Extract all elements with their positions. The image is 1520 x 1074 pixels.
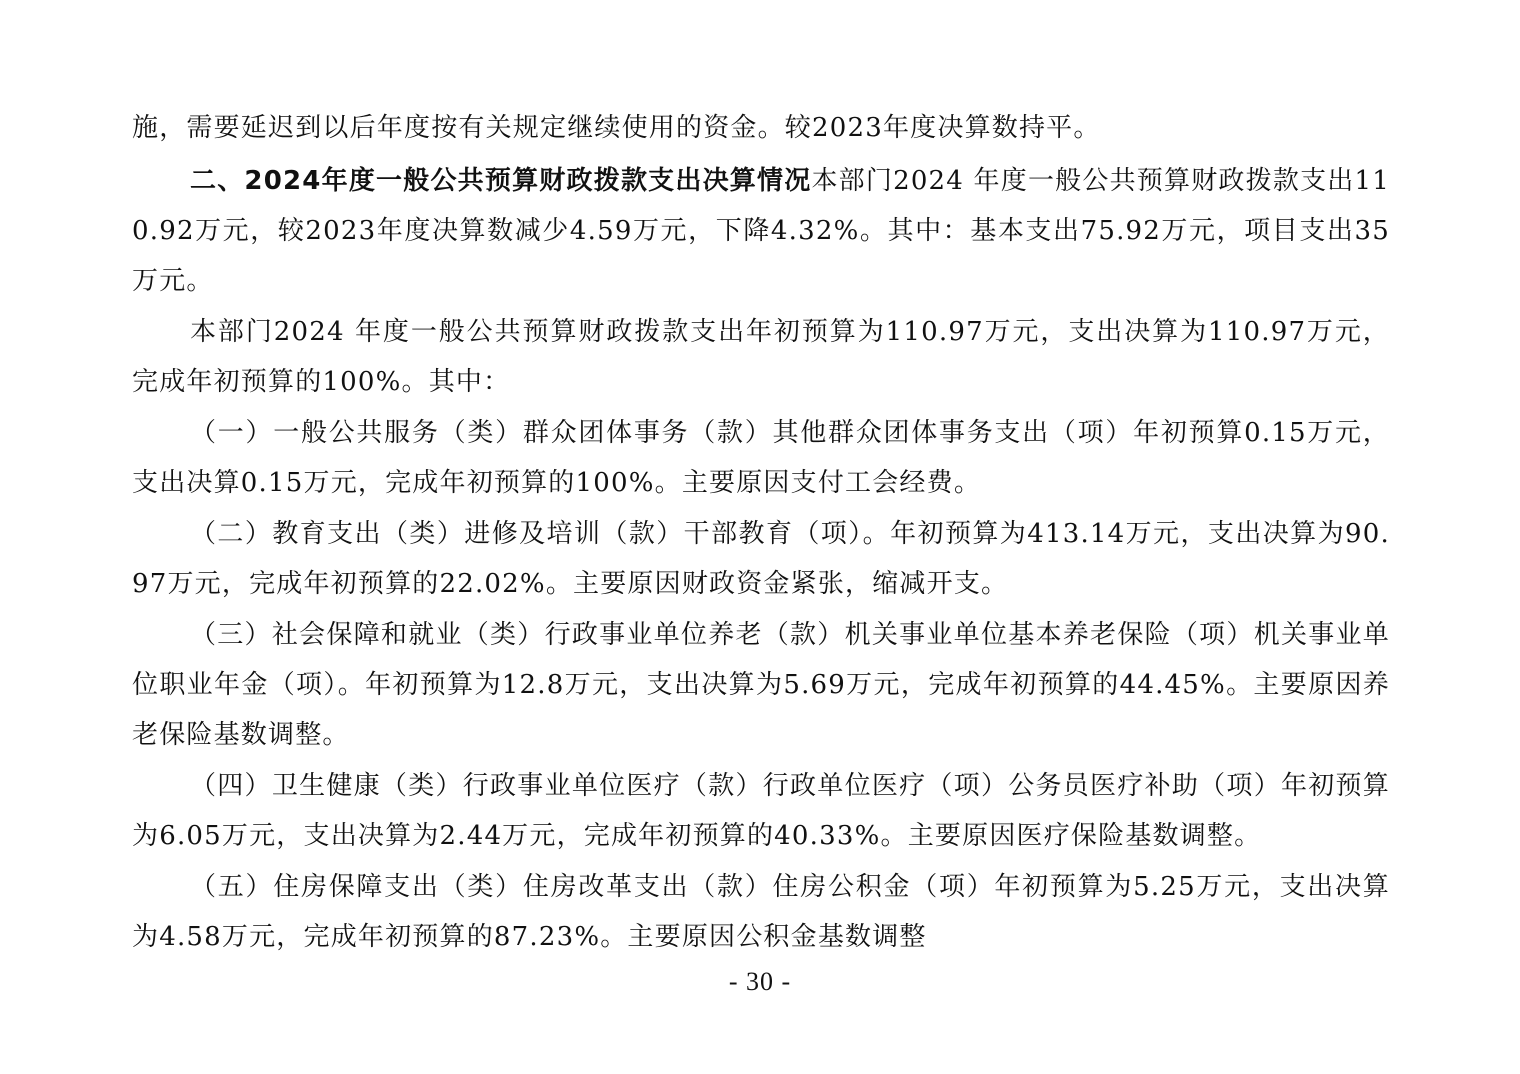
paragraph-item-one [132,408,1390,508]
paragraph-section-two [132,156,1390,306]
paragraph-text: （五）住房保障支出（类）住房改革支出（款）住房公积金（项）年初预算为5.25万元，支出决算为4.58万元，完成年初预算的87.23%。主要原因公积金基数调整 [132,872,1390,952]
paragraph-text: 本部门2024 年度一般公共预算财政拨款支出110.92万元，较2023年度决算数减少4.59万元，下降4.32%。其中：基本支出75.92万元，项目支出35万元。 [132,166,1390,296]
paragraph-item-three [132,610,1390,760]
page-number: - 30 - [728,967,792,996]
paragraph-text: （四）卫生健康（类）行政事业单位医疗（款）行政单位医疗（项）公务员医疗补助（项）年初预算为6.05万元，支出决算为2.44万元，完成年初预算的40.33%。主要原因医疗保险基数调整。 [132,771,1390,851]
paragraph-continuation [132,103,1390,153]
paragraph-text: 施，需要延迟到以后年度按有关规定继续使用的资金。较2023年度决算数持平。 [132,113,1101,143]
paragraph-text: （一）一般公共服务（类）群众团体事务（款）其他群众团体事务支出（项）年初预算0.15万元，支出决算0.15万元，完成年初预算的100%。主要原因支付工会经费。 [132,418,1390,498]
paragraph-text: （三）社会保障和就业（类）行政事业单位养老（款）机关事业单位基本养老保险（项）机关事业单位职业年金（项）。年初预算为12.8万元，支出决算为5.69万元，完成年初预算的44.45%。主要原因养老保险基数调整。 [132,620,1390,750]
paragraph-budget-summary [132,307,1390,407]
paragraph-text: 本部门2024 年度一般公共预算财政拨款支出年初预算为110.97万元，支出决算为110.97万元，完成年初预算的100%。其中： [132,317,1390,397]
paragraph-item-two [132,509,1390,609]
paragraph-text: （二）教育支出（类）进修及培训（款）干部教育（项）。年初预算为413.14万元，支出决算为90.97万元，完成年初预算的22.02%。主要原因财政资金紧张，缩减开支。 [132,519,1390,599]
paragraph-item-four [132,761,1390,861]
paragraph-item-five [132,862,1390,962]
section-heading: 二、2024年度一般公共预算财政拨款支出决算情况 [190,166,812,196]
